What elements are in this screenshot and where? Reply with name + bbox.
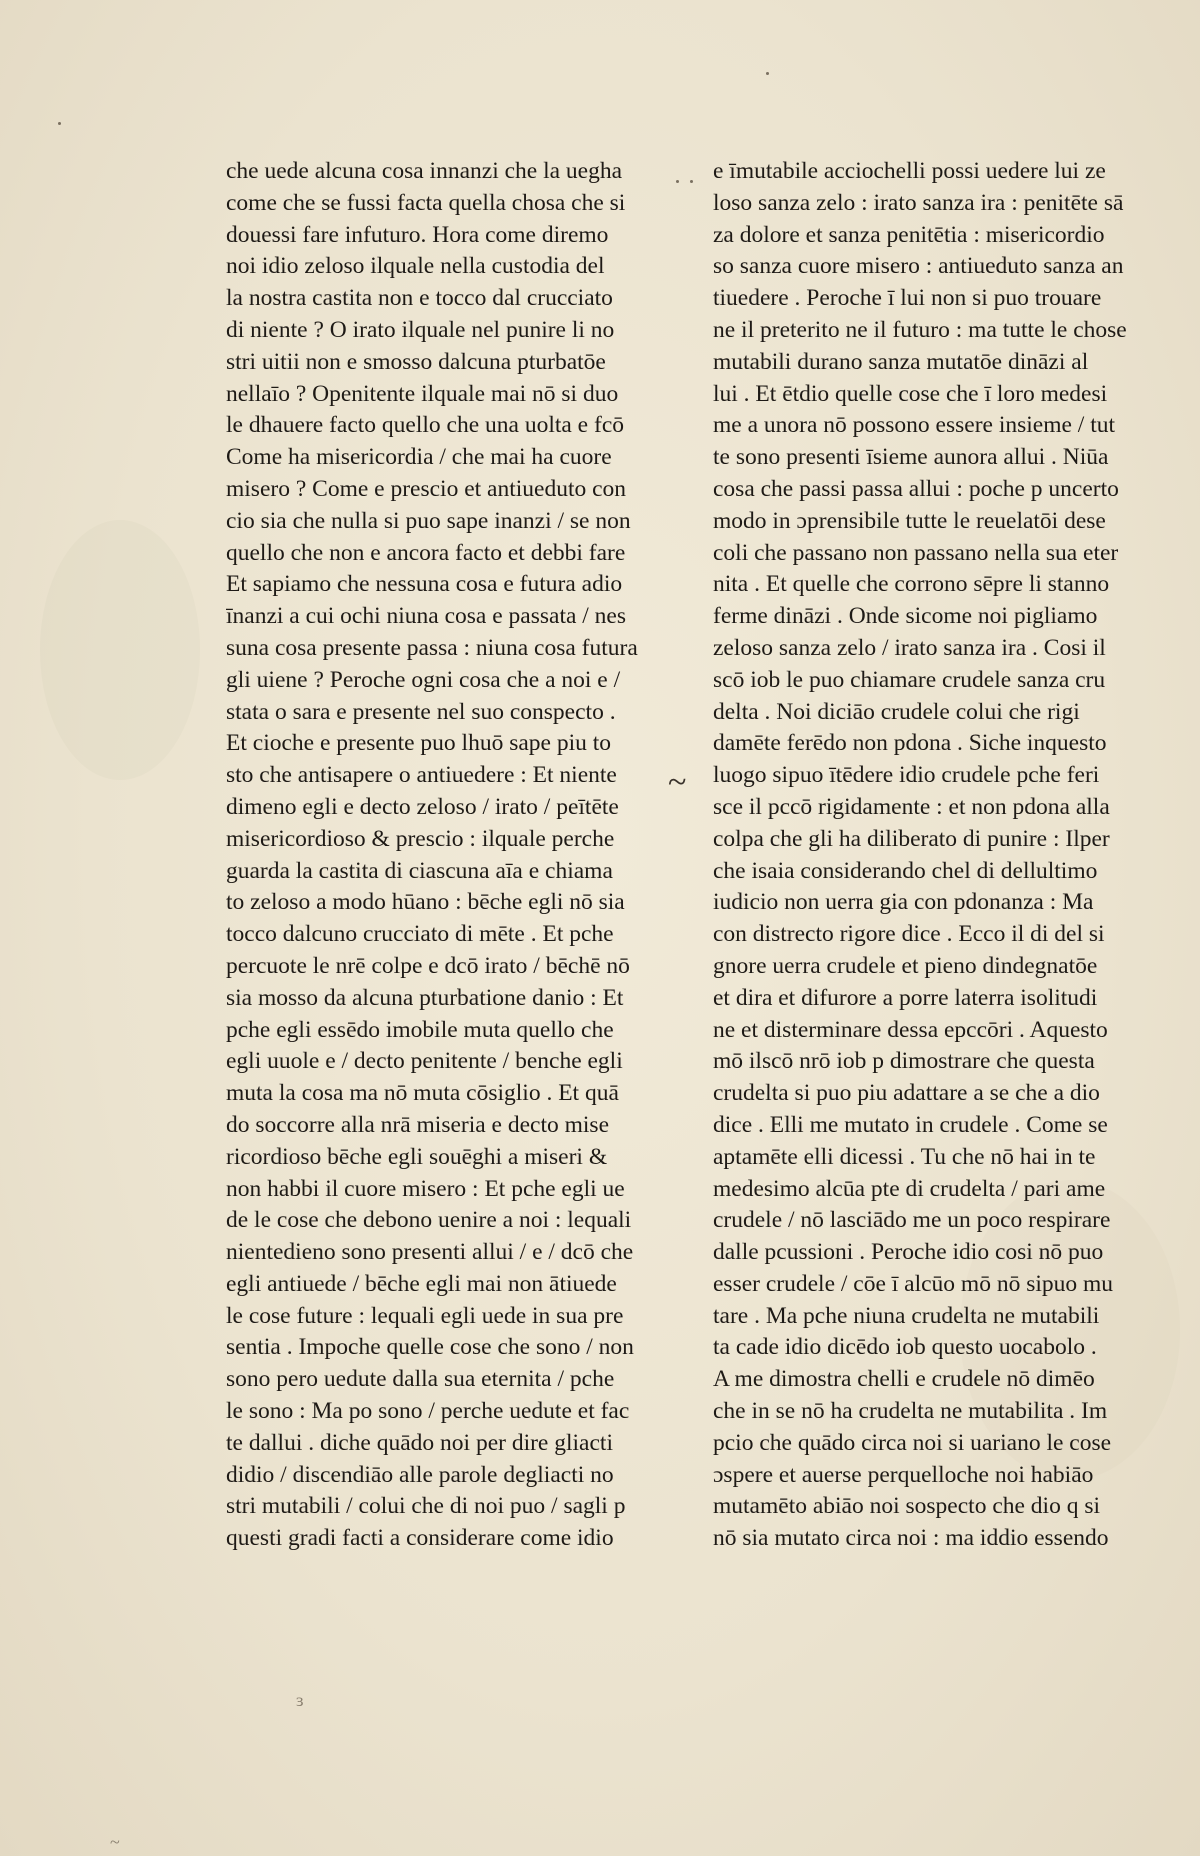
text-line: et dira et difurore a porre laterra isolitudi bbox=[713, 984, 1098, 1011]
text-line: loso sanza zelo : irato sanza ira : penitēte sā bbox=[713, 189, 1124, 216]
text-line: misericordioso & prescio : ilquale perche bbox=[226, 825, 615, 852]
text-line: to zeloso a modo hūano : bēche egli nō sia bbox=[226, 889, 625, 916]
text-line: zeloso sanza zelo / irato sanza ira . Cosi il bbox=[713, 634, 1106, 661]
text-line: dimeno egli e decto zeloso / irato / peītēte bbox=[226, 793, 619, 820]
text-line: scō iob le puo chiamare crudele sanza cru bbox=[713, 666, 1106, 693]
text-line: di niente ? O irato ilquale nel punire li no bbox=[226, 316, 615, 343]
text-line: didio / discendiāo alle parole degliacti no bbox=[226, 1461, 614, 1488]
text-line: egli antiuede / bēche egli mai non ātiuede bbox=[226, 1270, 617, 1297]
text-line: sce il pccō rigidamente : et non pdona alla bbox=[713, 793, 1110, 820]
text-line: stata o sara e presente nel suo conspecto . bbox=[226, 698, 616, 725]
text-line: ne et disterminare dessa epccōri . Aquesto bbox=[713, 1016, 1108, 1043]
text-line: che isaia considerando chel di dellultimo bbox=[713, 857, 1098, 884]
ink-dot bbox=[676, 180, 679, 183]
text-line: sono pero uedute dalla sua eternita / pche bbox=[226, 1366, 615, 1393]
text-line: za dolore et sanza penitētia : misericordio bbox=[713, 221, 1105, 248]
text-line: īnanzi a cui ochi niuna cosa e passata / nes bbox=[226, 603, 627, 630]
text-line: tiuedere . Peroche ī lui non si puo trouare bbox=[713, 285, 1102, 312]
text-line: stri mutabili / colui che di noi puo / sagli p bbox=[226, 1493, 626, 1520]
text-line: come che se fussi facta quella chosa che si bbox=[226, 189, 626, 216]
text-line: muta la cosa ma nō muta cōsiglio . Et quā bbox=[226, 1080, 619, 1107]
text-line: noi idio zeloso ilquale nella custodia del bbox=[226, 253, 605, 280]
right-text-column bbox=[713, 156, 1153, 1555]
text-line: nientedieno sono presenti allui / e / dcō che bbox=[226, 1239, 634, 1266]
text-line: sia mosso da alcuna pturbatione danio : Et bbox=[226, 984, 624, 1011]
left-text-column bbox=[226, 156, 666, 1555]
text-line: egli uuole e / decto penitente / benche egli bbox=[226, 1048, 623, 1075]
text-line: pche egli essēdo imobile muta quello che bbox=[226, 1016, 614, 1043]
text-line: quello che non e ancora facto et debbi fare bbox=[226, 539, 626, 566]
bottom-ink-mark: ~ bbox=[110, 1832, 120, 1852]
text-line: nellaīo ? Openitente ilquale mai nō si duo bbox=[226, 380, 619, 407]
ink-dot bbox=[58, 122, 61, 125]
text-line: so sanza cuore misero : antiueduto sanza an bbox=[713, 253, 1124, 280]
text-line: Et cioche e presente puo lhuō sape piu to bbox=[226, 730, 612, 757]
text-line: sentia . Impoche quelle cose che sono / non bbox=[226, 1334, 634, 1361]
text-line: colpa che gli ha diliberato di punire : Ilper bbox=[713, 825, 1110, 852]
text-line: la nostra castita non e tocco dal crucciato bbox=[226, 285, 613, 312]
text-line: aptamēte elli dicessi . Tu che nō hai in te bbox=[713, 1143, 1096, 1170]
text-line: de le cose che debono uenire a noi : lequali bbox=[226, 1207, 632, 1234]
text-line: ne il preterito ne il futuro : ma tutte le chose bbox=[713, 316, 1127, 343]
ink-dot bbox=[690, 180, 693, 183]
text-line: percuote le nrē colpe e dcō irato / bēchē nō bbox=[226, 952, 630, 979]
text-line: Et sapiamo che nessuna cosa e futura adio bbox=[226, 571, 623, 598]
text-line: ta cade idio dicēdo iob questo uocabolo . bbox=[713, 1334, 1097, 1361]
text-line: nō sia mutato circa noi : ma iddio essendo bbox=[713, 1525, 1109, 1552]
text-line: dice . Elli me mutato in crudele . Come se bbox=[713, 1111, 1108, 1138]
text-line: delta . Noi diciāo crudele colui che rigi bbox=[713, 698, 1080, 725]
text-line: nita . Et quelle che corrono sēpre li stanno bbox=[713, 571, 1110, 598]
text-line: che uede alcuna cosa innanzi che la uegha bbox=[226, 158, 623, 184]
text-line: esser crudele / cōe ī alcūo mō nō sipuo mu bbox=[713, 1270, 1114, 1297]
marginal-mark: ~ bbox=[668, 764, 687, 801]
paper-stain bbox=[40, 520, 200, 780]
text-line: con distrecto rigore dice . Ecco il di del si bbox=[713, 921, 1105, 948]
text-line: coli che passano non passano nella sua eter bbox=[713, 539, 1119, 566]
text-line: cio sia che nulla si puo sape inanzi / se non bbox=[226, 507, 631, 534]
text-line: luogo sipuo ītēdere idio crudele pche feri bbox=[713, 762, 1100, 789]
text-line: mutamēto abiāo noi sospecto che dio q si bbox=[713, 1493, 1101, 1520]
text-line: me a unora nō possono essere insieme / tut bbox=[713, 412, 1116, 439]
text-line: gnore uerra crudele et pieno dindegnatōe bbox=[713, 952, 1098, 979]
text-line: crudelta si puo piu adattare a se che a dio bbox=[713, 1080, 1100, 1107]
text-line: damēte ferēdo non pdona . Siche inquesto bbox=[713, 730, 1107, 757]
text-line: A me dimostra chelli e crudele nō dimēo bbox=[713, 1366, 1095, 1393]
text-line: misero ? Come e prescio et antiueduto con bbox=[226, 475, 627, 502]
text-line: stri uitii non e smosso dalcuna pturbatōe bbox=[226, 348, 606, 375]
text-line: e īmutabile acciochelli possi uedere lui ze bbox=[713, 158, 1106, 184]
text-line: do soccorre alla nrā miseria e decto mise bbox=[226, 1111, 610, 1138]
text-line: pcio che quādo circa noi si uariano le cose bbox=[713, 1429, 1112, 1456]
text-line: ɔspere et auerse perquelloche noi habiāo bbox=[713, 1461, 1094, 1488]
text-line: che in se nō ha crudelta ne mutabilita . Im bbox=[713, 1398, 1108, 1425]
text-line: gli uiene ? Peroche ogni cosa che a noi e / bbox=[226, 666, 621, 693]
text-line: ferme dināzi . Onde sicome noi pigliamo bbox=[713, 603, 1098, 630]
text-line: Come ha misericordia / che mai ha cuore bbox=[226, 444, 612, 471]
text-line: lui . Et ētdio quelle cose che ī loro medesi bbox=[713, 380, 1108, 407]
text-line: le dhauere facto quello che una uolta e fcō bbox=[226, 412, 624, 439]
text-line: te sono presenti īsieme aunora allui . Niūa bbox=[713, 444, 1109, 471]
text-line: mutabili durano sanza mutatōe dināzi al bbox=[713, 348, 1089, 375]
text-line: iudicio non uerra gia con pdonanza : Ma bbox=[713, 889, 1094, 916]
text-line: le sono : Ma po sono / perche uedute et fac bbox=[226, 1398, 630, 1425]
text-line: cosa che passi passa allui : poche p uncerto bbox=[713, 475, 1119, 502]
text-line: guarda la castita di ciascuna aīa e chiama bbox=[226, 857, 613, 884]
text-line: ricordioso bēche egli souēghi a miseri & bbox=[226, 1143, 608, 1170]
text-line: crudele / nō lasciādo me un poco respirare bbox=[713, 1207, 1111, 1234]
text-line: tare . Ma pche niuna crudelta ne mutabili bbox=[713, 1302, 1100, 1329]
text-line: mō ilscō nrō iob p dimostrare che questa bbox=[713, 1048, 1095, 1075]
text-line: sto che antisapere o antiuedere : Et niente bbox=[226, 762, 617, 789]
text-line: le cose future : lequali egli uede in sua pre bbox=[226, 1302, 624, 1329]
text-line: douessi fare infuturo. Hora come diremo bbox=[226, 221, 609, 248]
text-line: questi gradi facti a considerare come idio bbox=[226, 1525, 614, 1552]
text-line: modo in ɔprensibile tutte le reuelatōi dese bbox=[713, 507, 1106, 534]
text-line: suna cosa presente passa : niuna cosa futura bbox=[226, 634, 638, 661]
text-line: te dallui . diche quādo noi per dire gliacti bbox=[226, 1429, 613, 1456]
text-line: dalle pcussioni . Peroche idio cosi nō puo bbox=[713, 1239, 1104, 1266]
text-line: tocco dalcuno crucciato di mēte . Et pche bbox=[226, 921, 614, 948]
text-line: medesimo alcūa pte di crudelta / pari ame bbox=[713, 1175, 1106, 1202]
ink-dot bbox=[766, 72, 769, 75]
bottom-ink-mark: ɜ bbox=[296, 1690, 304, 1710]
text-line: non habbi il cuore misero : Et pche egli ue bbox=[226, 1175, 625, 1202]
